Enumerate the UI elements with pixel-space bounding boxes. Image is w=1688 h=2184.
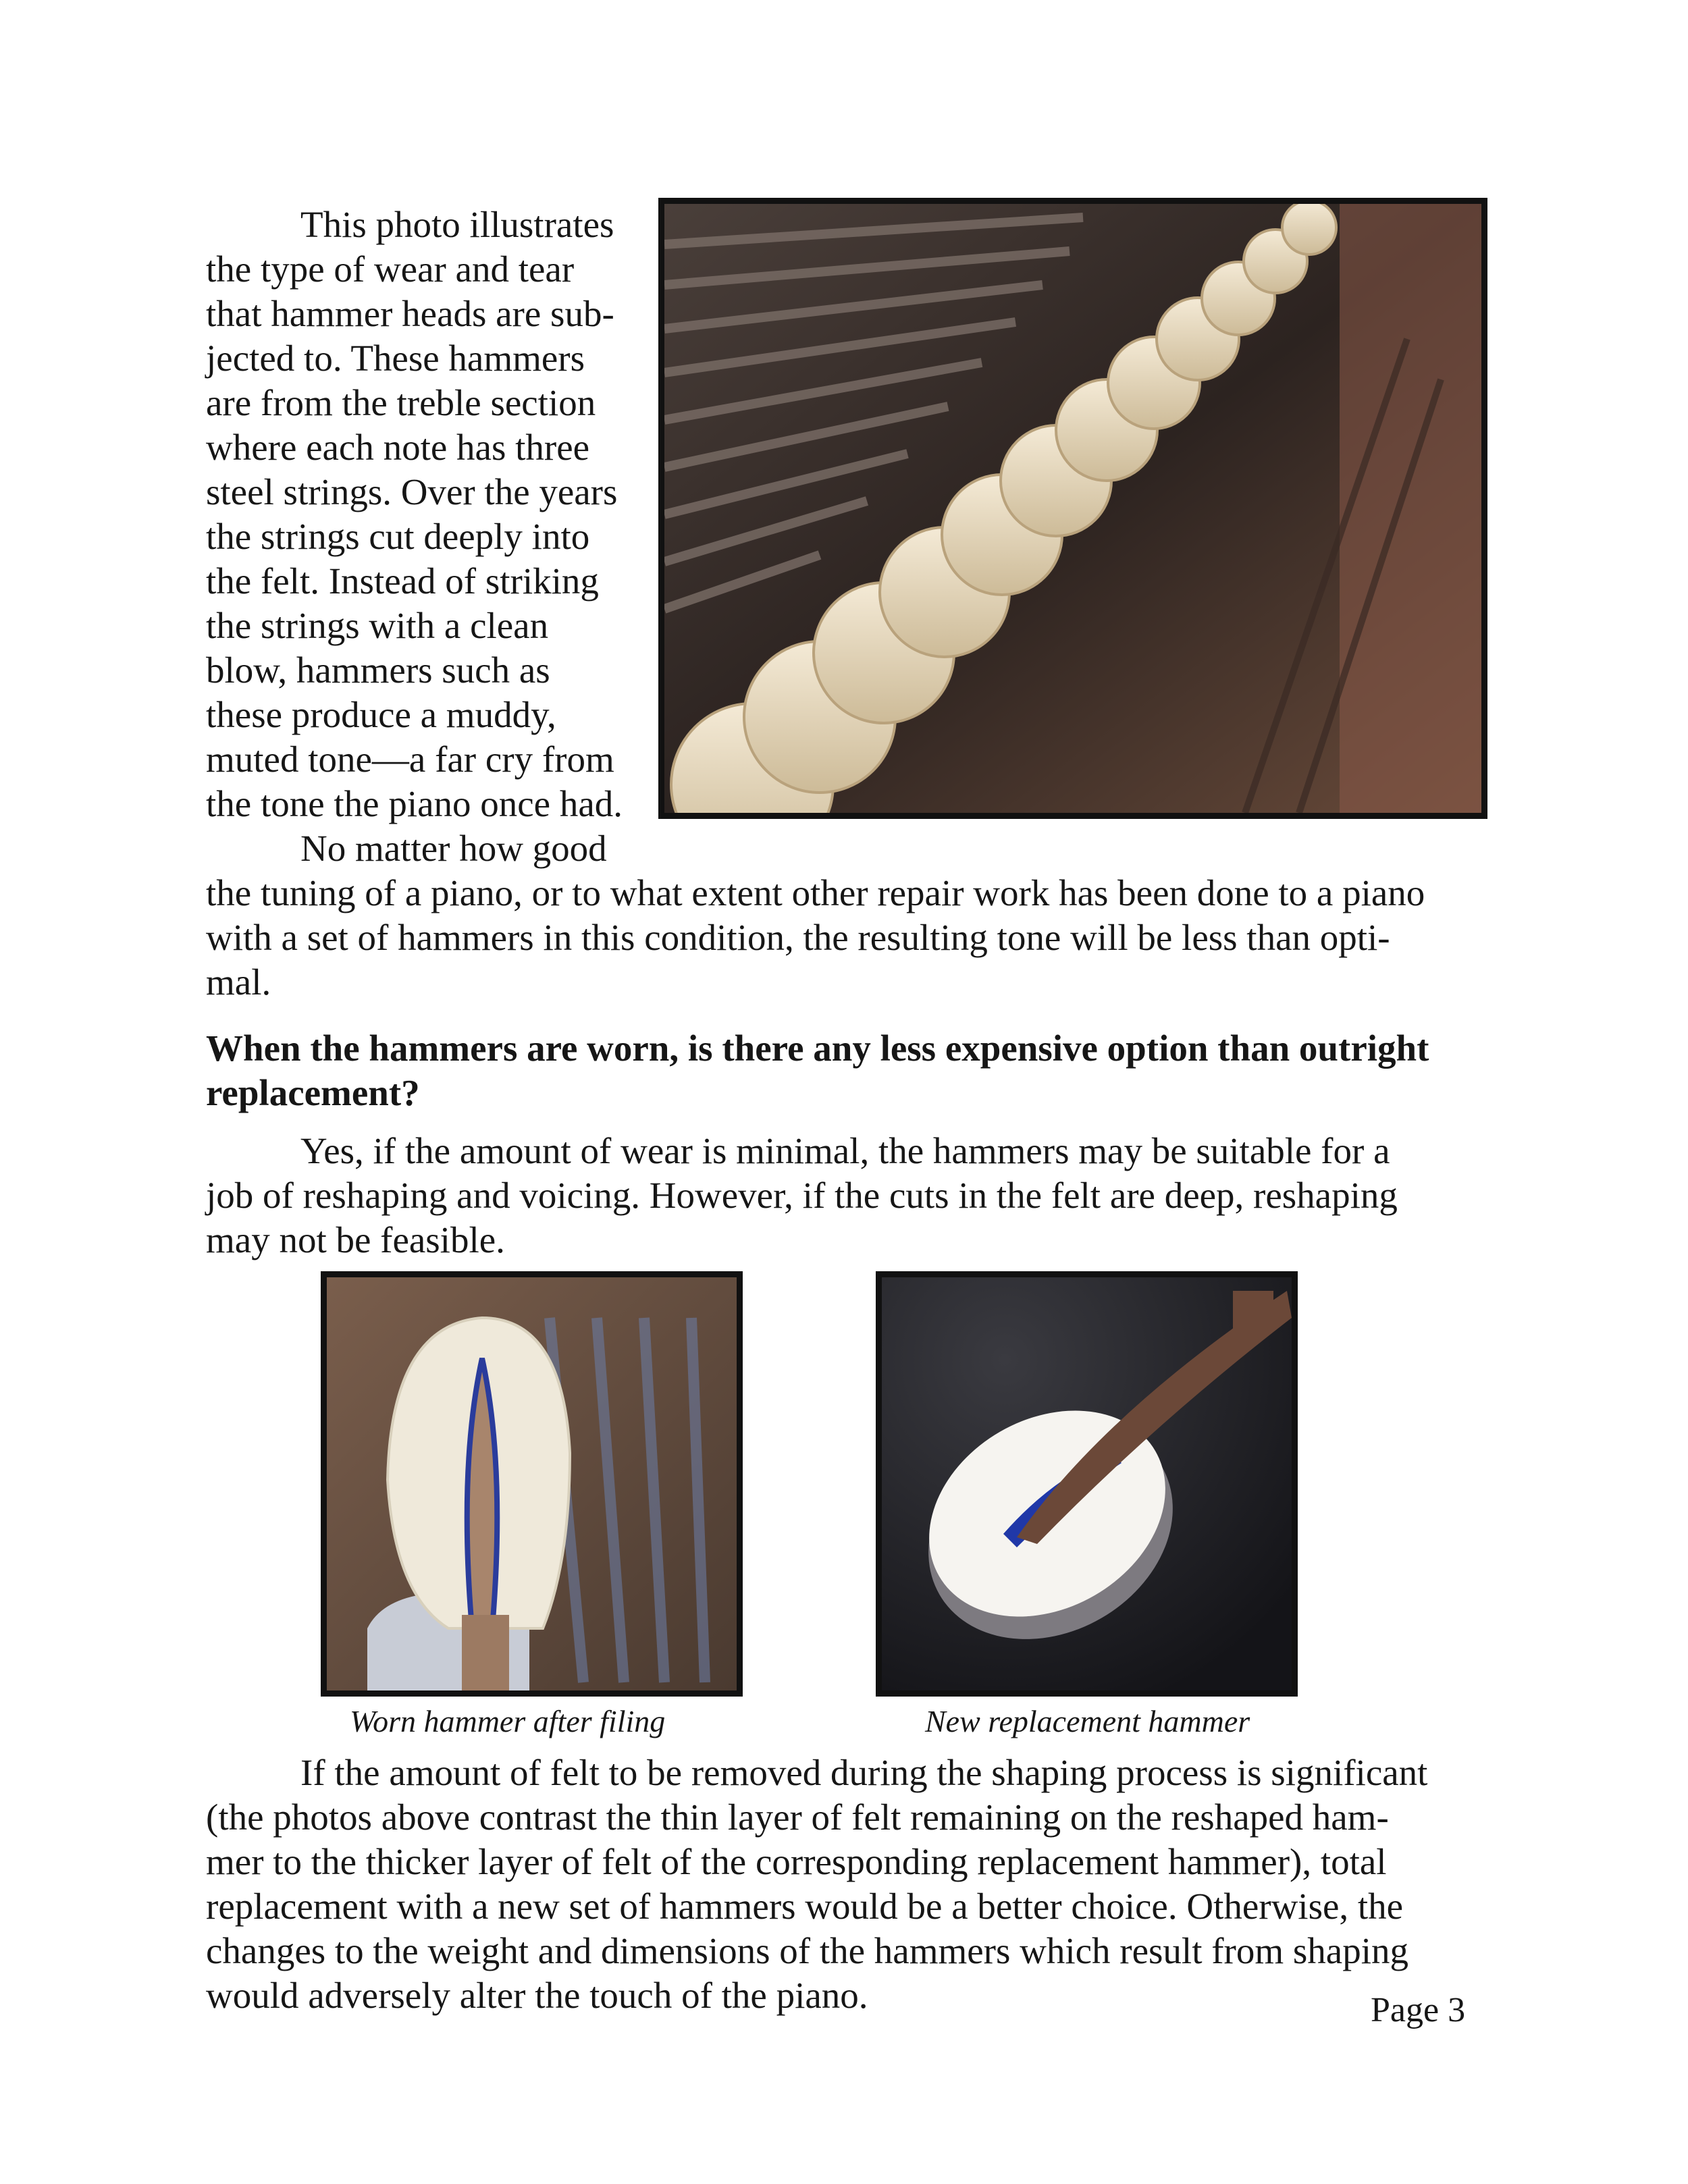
answer-paragraph	[206, 1129, 1398, 1262]
text-line: This photo illustrates	[300, 204, 614, 245]
text-line: jected to. These hammers	[206, 338, 585, 379]
condition-paragraph	[206, 826, 1425, 1005]
text-line: with a set of hammers in this condition, the resulting tone will be less than opti-	[206, 917, 1390, 958]
text-line: would adversely alter the touch of the piano.	[206, 1975, 868, 2016]
text-line: job of reshaping and voicing. However, if the cuts in the felt are deep, reshaping	[206, 1175, 1398, 1216]
closing-paragraph	[206, 1751, 1427, 2018]
text-line: the strings with a clean	[206, 605, 549, 646]
text-line: (the photos above contrast the thin layer of felt remaining on the reshaped ham-	[206, 1796, 1389, 1838]
text-line: replacement?	[206, 1072, 420, 1113]
text-line: muted tone—a far cry from	[206, 739, 614, 780]
text-line: steel strings. Over the years	[206, 471, 618, 512]
new-hammer-photo	[876, 1271, 1298, 1697]
text-line: that hammer heads are sub-	[206, 293, 614, 334]
text-line: where each note has three	[206, 427, 590, 468]
text-line: the felt. Instead of striking	[206, 560, 599, 602]
text-line: the strings cut deeply into	[206, 516, 590, 557]
worn-hammer-photo	[321, 1271, 743, 1697]
text-line: are from the treble section	[206, 382, 596, 423]
text-line: may not be feasible.	[206, 1219, 505, 1260]
page-number: Page 3	[1371, 1991, 1466, 2029]
text-line: blow, hammers such as	[206, 649, 550, 691]
text-line: mal.	[206, 961, 271, 1003]
text-line: Yes, if the amount of wear is minimal, the hammers may be suitable for a	[300, 1130, 1390, 1171]
text-line: the tone the piano once had.	[206, 783, 623, 824]
text-line: the tuning of a piano, or to what extent other repair work has been done to a piano	[206, 872, 1425, 913]
text-line: the type of wear and tear	[206, 248, 575, 290]
intro-paragraph	[206, 203, 623, 826]
text-line: mer to the thicker layer of felt of the corresponding replacement hammer), total	[206, 1841, 1387, 1882]
new-hammer-illustration	[882, 1277, 1292, 1690]
new-hammer-caption: New replacement hammer	[925, 1704, 1250, 1738]
text-line: No matter how good	[300, 828, 607, 869]
text-line: changes to the weight and dimensions of the hammers which result from shaping	[206, 1930, 1409, 1971]
question-heading	[206, 1026, 1429, 1115]
worn-hammers-illustration	[664, 204, 1481, 813]
worn-hammer-caption: Worn hammer after filing	[350, 1704, 666, 1738]
text-line: replacement with a new set of hammers would be a better choice. Otherwise, the	[206, 1886, 1404, 1927]
text-line: If the amount of felt to be removed during the shaping process is significant	[300, 1752, 1428, 1793]
worn-hammer-illustration	[327, 1277, 737, 1690]
text-line: these produce a muddy,	[206, 694, 556, 735]
text-line: When the hammers are worn, is there any less expensive option than outright	[206, 1028, 1429, 1069]
worn-hammers-photo	[658, 198, 1487, 819]
